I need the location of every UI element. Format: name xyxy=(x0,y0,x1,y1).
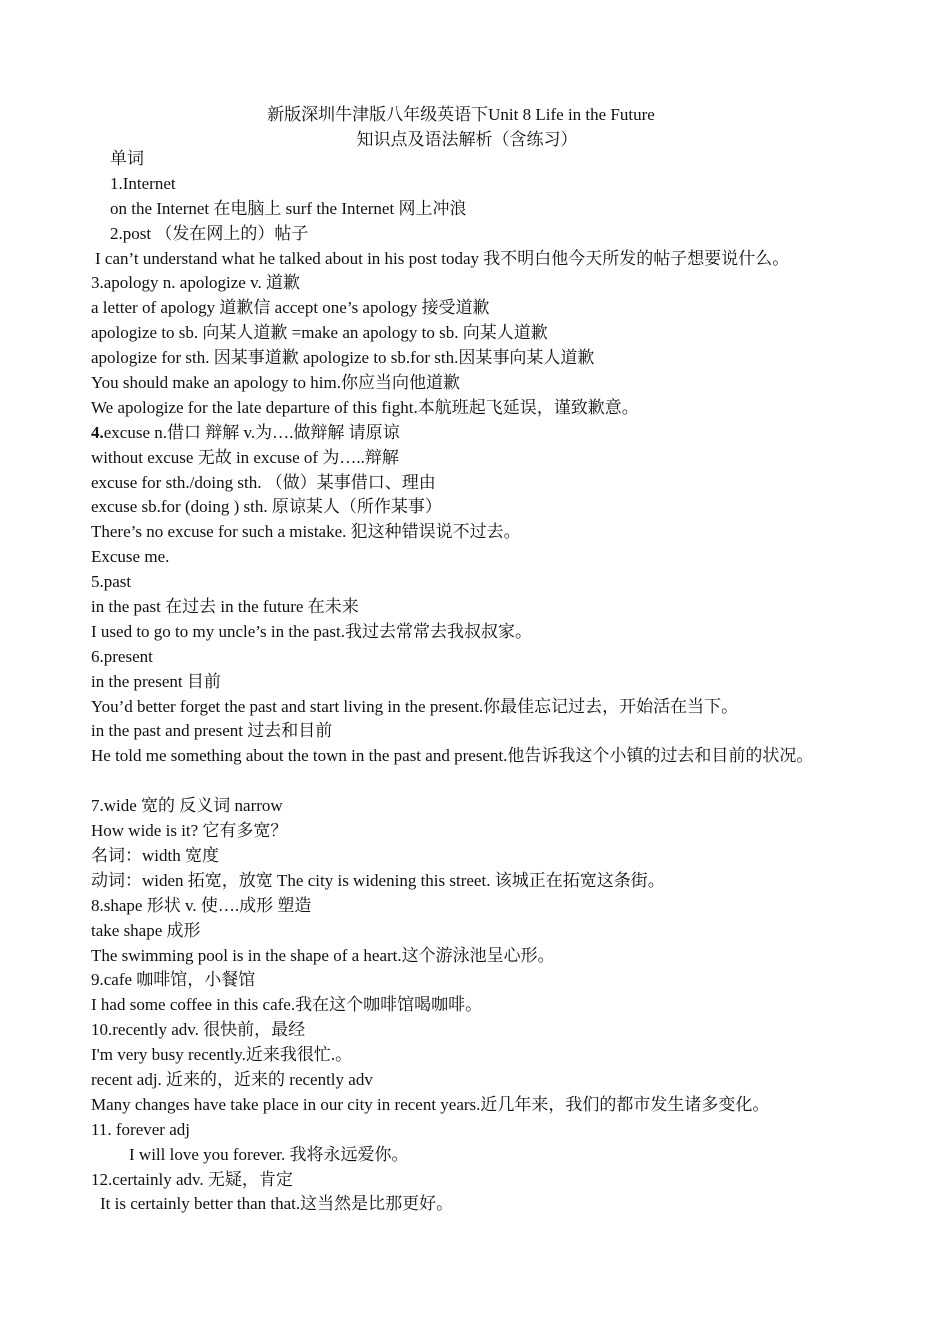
line-text: The swimming pool is in the shape of a heart.这个游泳池呈心形。 xyxy=(91,945,555,965)
line-text: in the past 在过去 in the future 在未来 xyxy=(91,597,359,617)
text-line xyxy=(91,794,881,819)
line-text: without excuse 无故 in excuse of 为…..辩解 xyxy=(91,447,399,467)
line-text: 2.post （发在网上的）帖子 xyxy=(110,223,309,243)
line-text: 12.certainly adv. 无疑，肯定 xyxy=(91,1169,293,1189)
line-text: 6.present xyxy=(91,646,153,666)
text-line xyxy=(91,570,881,595)
line-text: I can’t understand what he talked about in his post today 我不明白他今天所发的帖子想要说什么。 xyxy=(95,248,790,268)
line-text: You’d better forget the past and start living in the present.你最佳忘记过去，开始活在当下。 xyxy=(91,696,739,716)
text-line xyxy=(91,471,881,496)
line-text: How wide is it? 它有多宽？ xyxy=(91,821,288,841)
text-line xyxy=(91,595,881,620)
text-line xyxy=(91,1018,881,1043)
text-line xyxy=(91,446,881,471)
line-text: 5.past xyxy=(91,572,132,592)
line-text: I'm very busy recently.近来我很忙.。 xyxy=(91,1045,353,1065)
line-text: apologize to sb. 向某人道歉 =make an apology to sb. 向某人道歉 xyxy=(91,323,548,343)
text-line xyxy=(91,993,881,1018)
text-line xyxy=(91,744,866,769)
document-body xyxy=(91,147,881,1217)
item-number: 4. xyxy=(91,422,104,442)
blank-line xyxy=(91,769,881,794)
line-text: 7.wide 宽的 反义词 narrow xyxy=(91,796,283,816)
text-line xyxy=(91,520,881,545)
line-text: in the present 目前 xyxy=(91,671,221,691)
line-text: 单词 xyxy=(110,149,144,168)
line-text: recent adj. 近来的，近来的 recently adv xyxy=(91,1069,373,1089)
text-line xyxy=(91,222,881,247)
text-line xyxy=(91,695,881,720)
line-text: 1.Internet xyxy=(110,173,176,193)
line-text: take shape 成形 xyxy=(91,920,201,940)
text-line xyxy=(91,545,881,570)
text-line xyxy=(91,719,881,744)
text-line xyxy=(91,346,881,371)
text-line xyxy=(91,495,881,520)
text-line xyxy=(91,247,881,272)
text-line xyxy=(91,1118,881,1143)
line-text: 11. forever adj xyxy=(91,1119,190,1139)
line-text: 3.apology n. apologize v. 道歉 xyxy=(91,273,300,293)
line-text: in the past and present 过去和目前 xyxy=(91,721,333,741)
line-text: excuse n.借口 辩解 v.为….做辩解 请原谅 xyxy=(103,422,400,442)
text-line xyxy=(91,620,881,645)
document-subtitle: 知识点及语法解析（含练习） xyxy=(356,130,578,149)
line-text: You should make an apology to him.你应当向他道歉 xyxy=(91,373,460,393)
line-text: 9.cafe 咖啡馆，小餐馆 xyxy=(91,970,256,990)
text-line xyxy=(91,670,881,695)
line-text: excuse sb.for (doing ) sth. 原谅某人（所作某事） xyxy=(91,497,442,517)
line-text: There’s no excuse for such a mistake. 犯这种错误说不过去。 xyxy=(91,522,521,542)
text-line xyxy=(91,371,881,396)
text-line xyxy=(91,819,881,844)
text-line xyxy=(91,894,881,919)
line-text: We apologize for the late departure of this fight.本航班起飞延误，谨致歉意。 xyxy=(91,397,639,417)
text-line xyxy=(91,321,881,346)
line-text: I will love you forever. 我将永远爱你。 xyxy=(129,1144,409,1164)
line-text: Many changes have take place in our city in recent years.近几年来，我们的都市发生诸多变化。 xyxy=(91,1094,770,1114)
line-text: I had some coffee in this cafe.我在这个咖啡馆喝咖啡。 xyxy=(91,995,483,1015)
text-line xyxy=(91,645,881,670)
line-text: on the Internet 在电脑上 surf the Internet 网上冲浪 xyxy=(110,198,467,218)
text-line xyxy=(91,396,881,421)
line-text: He told me something about the town in the past and present.他告诉我这个小镇的过去和目前的状况。 xyxy=(91,746,814,766)
text-line xyxy=(91,968,881,993)
text-line xyxy=(91,844,881,869)
text-line xyxy=(91,1093,881,1118)
line-text: I used to go to my uncle’s in the past.我过去常常去我叔叔家。 xyxy=(91,621,533,641)
text-line xyxy=(91,421,881,446)
line-text: 动词：widen 拓宽，放宽 The city is widening this street. 该城正在拓宽这条街。 xyxy=(91,870,665,890)
text-line xyxy=(91,271,881,296)
text-line xyxy=(91,944,881,969)
line-text: excuse for sth./doing sth. （做）某事借口、理由 xyxy=(91,472,436,492)
text-line xyxy=(91,1043,881,1068)
line-text: 10.recently adv. 很快前，最经 xyxy=(91,1020,306,1040)
text-line xyxy=(91,1192,881,1217)
text-line xyxy=(91,172,881,197)
text-line xyxy=(91,1143,881,1168)
text-line xyxy=(91,147,881,172)
line-text: a letter of apology 道歉信 accept one’s apology 接受道歉 xyxy=(91,298,490,318)
text-line xyxy=(91,197,881,222)
line-text: 8.shape 形状 v. 使….成形 塑造 xyxy=(91,895,312,915)
line-text: 名词：width 宽度 xyxy=(91,845,219,865)
line-text: apologize for sth. 因某事道歉 apologize to sb.for sth.因某事向某人道歉 xyxy=(91,348,595,368)
text-line xyxy=(91,869,881,894)
text-line xyxy=(91,296,881,321)
text-line xyxy=(91,1068,881,1093)
text-line xyxy=(91,1168,881,1193)
line-text: Excuse me. xyxy=(91,547,170,567)
line-text: It is certainly better than that.这当然是比那更好。 xyxy=(100,1194,454,1214)
document-title: 新版深圳牛津版八年级英语下Unit 8 Life in the Future xyxy=(267,105,655,124)
text-line xyxy=(91,919,881,944)
